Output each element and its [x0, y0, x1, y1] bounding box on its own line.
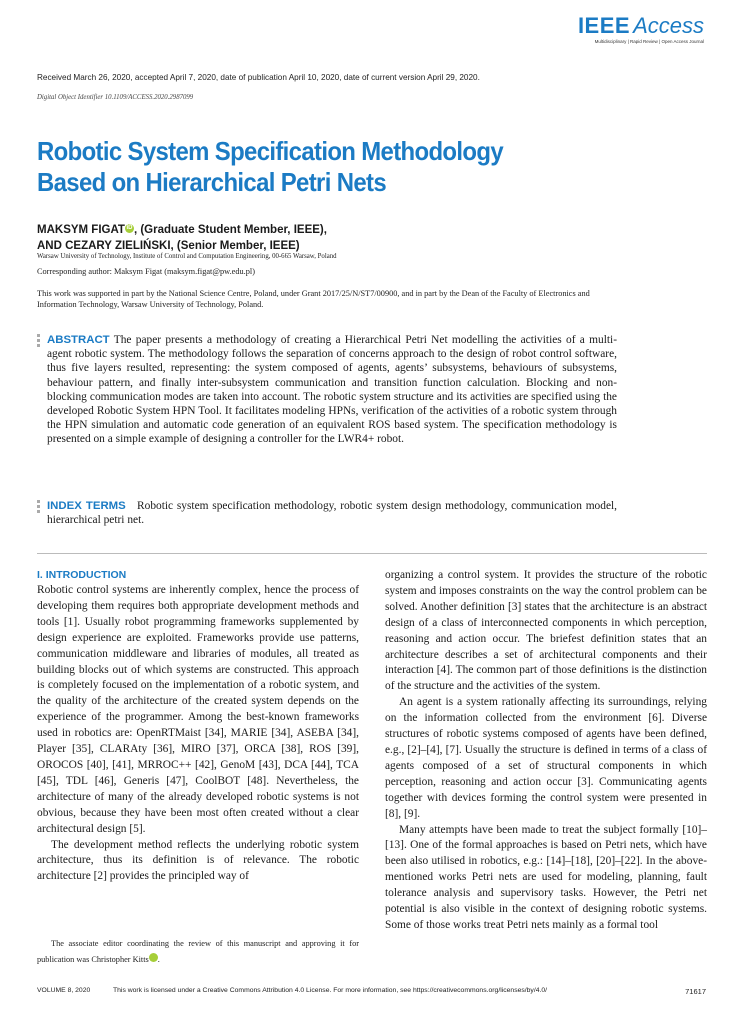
logo-wordmark — [504, 14, 704, 38]
logo-tagline: Multidisciplinary | Rapid Review | Open Access Journal — [594, 39, 704, 44]
journal-logo — [504, 14, 704, 44]
footnote-text: The associate editor coordinating the review of this manuscript and approving it for publication was Christopher Kitts — [37, 939, 359, 964]
author-1-role: , (Graduate Student Member, IEEE), — [133, 224, 327, 236]
corresponding-author: Corresponding author: Maksym Figat (maksym.figat@pw.edu.pl) — [37, 267, 255, 276]
affiliation: Warsaw University of Technology, Institute of Control and Computation Engineering, 00-665 Warsaw, Poland — [37, 253, 337, 260]
author-1-name: MAKSYM FIGAT — [37, 224, 125, 236]
logo-access: Access — [633, 13, 704, 38]
index-terms-label: INDEX TERMS — [47, 500, 126, 512]
doi-line: Digital Object Identifier 10.1109/ACCESS.2020.2987099 — [37, 94, 194, 101]
editor-footnote — [37, 936, 359, 967]
section-marker-icon — [37, 500, 40, 515]
orcid-icon[interactable]: iD — [149, 953, 158, 962]
received-dates: Received March 26, 2020, accepted April 7, 2020, date of publication April 10, 2020, date of current version April 29, 2020. — [37, 73, 480, 82]
index-terms-block — [37, 499, 617, 527]
section-marker-icon — [37, 334, 40, 349]
body-column-right — [385, 568, 707, 934]
paper-title — [37, 136, 589, 198]
author-list — [37, 222, 327, 254]
title-line-1: Robotic System Specification Methodology — [37, 136, 503, 166]
footnote-paragraph: The associate editor coordinating the review of this manuscript and approving it for publication was Christopher Kitts iD. — [37, 939, 359, 964]
body-paragraph: The development method reflects the underlying robotic system architecture, thus its definition is of relevance. The robotic architecture [2] provides the principled way of — [37, 838, 359, 883]
title-line-2: Based on Hierarchical Petri Nets — [37, 167, 386, 197]
abstract-paragraph — [47, 333, 617, 447]
body-paragraph: An agent is a system rationally affecting its surroundings, relying on the information collected from the environment [6]. Diverse structures of robotic systems composed of agents have been defined, e.g., [2]–[4], [7]. Usually the structure is defined in terms of a class of agents composed of a set of structural components in which perception, reasoning and action occur [3]. Communicating agents together with devices forming the control system were presented in [8], [9]. — [385, 696, 707, 820]
body-paragraph: Many attempts have been made to treat the subject formally [10]–[13]. One of the formal approaches is based on Petri nets, which have been also utilised in robotics, e.g.: [14]–[18], [20]–[22]. In the above-mentioned works Petri nets are used for modeling, planning, fault tolerance analysis and supervisory tasks. However, the Petri net potential is also visible in the context of designing robotic systems. Some of those works treat Petri nets mainly as a formal tool — [385, 823, 707, 931]
author-line-1 — [37, 222, 327, 238]
abstract-block — [37, 333, 617, 447]
body-paragraph: Robotic control systems are inherently complex, hence the process of developing them requires both appropriate development methods and tools [1]. Usually robot programming frameworks supplemented by design experience are exploited. Frameworks provide use patterns, communication middleware and libraries of modules, all treated as building blocks out of which systems are constructed. This approach is completely focused on the implementation of a robotic system, and the quality of the architecture of the created system depends on the experience of the programmer. Among the best-known frameworks used in robotics are: OpenRTMaist [34], MARIE [34], ASEBA [34], Player [35], CLARAty [36], MIRO [37], ORCA [38], ROS [39], OROCOS [40], [41], MRROC++ [42], GenoM [43], DCA [44], TCA [45], TDL [46], Generis [47], CoolBOT [48]. Nevertheless, the architecture of many of the already developed robotic systems is not obvious, because they have been most often created without a clear architectural design [5]. — [37, 584, 359, 835]
page-number: 71617 — [685, 987, 706, 996]
orcid-icon[interactable]: iD — [126, 225, 133, 231]
body-paragraph: organizing a control system. It provides the structure of the robotic system and imposes constraints on the way the control problem can be solved. Another definition [3] states that the architecture is an abstract design of a class of interconnected components in which perception, reasoning and action occur. The briefest definition states that an architecture describes a set of architectural components and their interaction [4]. The common part of those definitions is the distinction of the structure and the activities of the system. — [385, 569, 707, 693]
abstract-text: The paper presents a methodology of creating a Hierarchical Petri Net modelling the activities of a multi-agent robotic system. The methodology follows the separation of concerns approach to the design of robot control software, thus five layers resulted, representing: the system composed of agents, agents’ subsystems, behaviours of subsystems, behaviour pattern, and finally inter-subsystem communication and transition function calculation. Blocking and non-blocking communication modes are taken into account. The robotic system structure and its activities are specified using the developed Robotic System HPN Tool. It facilitates modeling HPNs, verification of the activities of a robotic system through the HPN simulation and automatic code generation of an equivalent ROS based system. The specification methodology is presented on a simple example of designing a controller for the LWR4+ robot. — [47, 334, 617, 446]
funding-note: This work was supported in part by the National Science Centre, Poland, under Grant 2017/25/N/ST7/00900, and in part by the Dean of the Faculty of Electronics and Information Technology, Warsaw University of Technology, Poland. — [37, 289, 590, 309]
index-terms-text: Robotic system specification methodology, robotic system design methodology, communication model, hierarchical petri net. — [47, 500, 618, 527]
section-heading: I. INTRODUCTION — [37, 569, 127, 581]
section-divider — [37, 553, 707, 554]
author-line-2: AND CEZARY ZIELIŃSKI, (Senior Member, IEEE) — [37, 240, 300, 252]
index-terms-paragraph — [47, 499, 617, 527]
abstract-label: ABSTRACT — [47, 334, 110, 346]
logo-ieee: IEEE — [577, 13, 631, 38]
body-column-left — [37, 568, 359, 885]
footer-license[interactable]: This work is licensed under a Creative Commons Attribution 4.0 License. For more information, see https://creativecommons.org/licenses/by/4.0/ — [113, 987, 548, 994]
footer-volume: VOLUME 8, 2020 — [37, 987, 91, 994]
